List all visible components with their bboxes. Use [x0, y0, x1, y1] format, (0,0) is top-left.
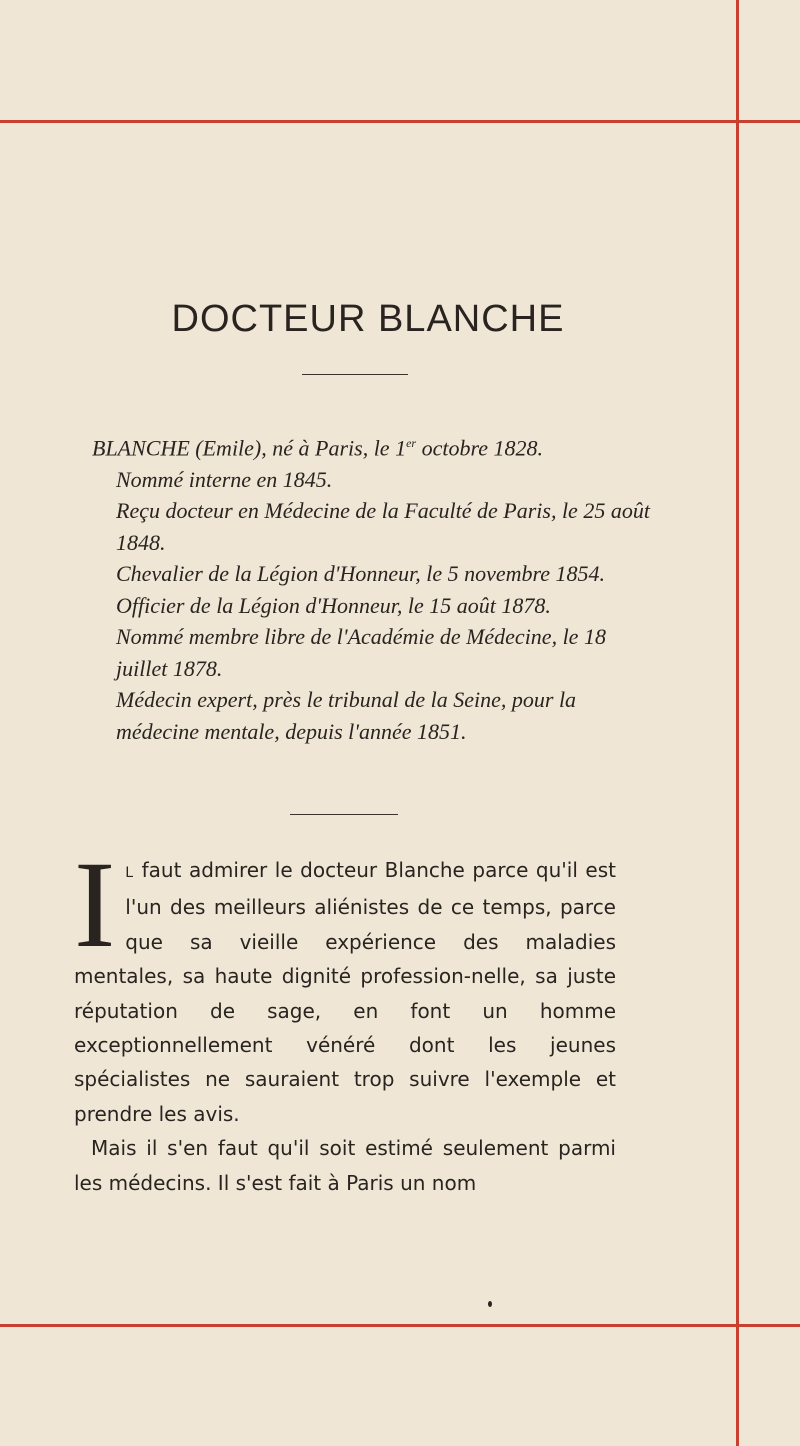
bio-entry: Nommé interne en 1845. — [116, 466, 333, 492]
paragraph-2: Mais il s'en faut qu'il soit estimé seulement parmi les médecins. Il s'est fait à Paris un nom — [74, 1136, 616, 1195]
page-title: DOCTEUR BLANCHE — [171, 298, 565, 340]
bio-heading: BLANCHE (Emile), né à Paris, le 1er octobre 1828. — [92, 435, 543, 461]
bottom-red-rule — [0, 1324, 800, 1327]
body-text — [74, 836, 616, 1200]
printer-mark — [488, 1301, 492, 1307]
paragraph-1: I L faut admirer le docteur Blanche parce qu'il est l'un des meilleurs aliénistes de ce temps, parce que sa vieille expérience des maladies mentales, sa haute dignité profession-nelle, sa juste réputation de sage, en font un homme exceptionnellement vénéré dont les jeunes spécialistes ne sauraient trop suivre l'exemple et prendre les avis. — [74, 836, 616, 1126]
right-red-rule — [736, 0, 739, 1446]
biography-list — [92, 428, 652, 747]
bio-entry: Chevalier de la Légion d'Honneur, le 5 novembre 1854. — [116, 561, 606, 587]
bio-entry: Officier de la Légion d'Honneur, le 15 août 1878. — [116, 592, 551, 618]
bio-entry: Médecin expert, près le tribunal de la Seine, pour la médecine mentale, depuis l'année 1851. — [116, 687, 577, 744]
title-separator — [302, 374, 408, 375]
drop-cap: I — [74, 836, 116, 973]
bio-entry: Reçu docteur en Médecine de la Faculté de Paris, le 25 août 1848. — [116, 498, 650, 555]
bio-entry: Nommé membre libre de l'Académie de Médecine, le 18 juillet 1878. — [116, 624, 606, 681]
top-red-rule — [0, 120, 800, 123]
bio-separator — [290, 814, 398, 815]
